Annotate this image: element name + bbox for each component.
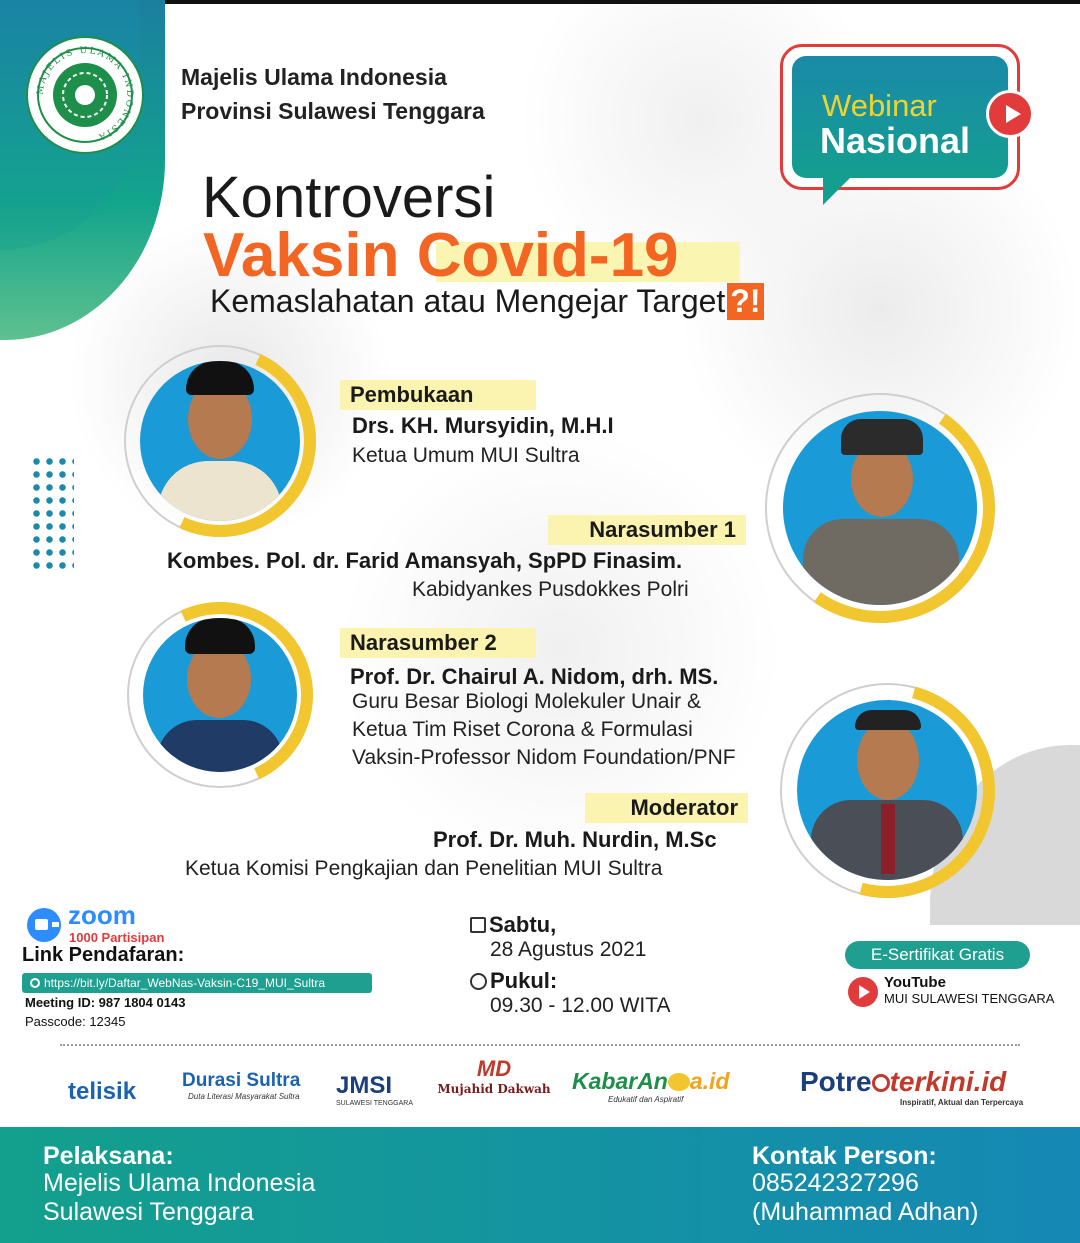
schedule-day [470, 912, 556, 938]
play-icon [986, 90, 1034, 138]
registration-link[interactable] [22, 973, 372, 993]
speaker-desc: Ketua Umum MUI Sultra [352, 444, 580, 467]
zoom-icon [27, 908, 61, 942]
link-heading: Link Pendafaran: [22, 944, 185, 966]
speaker-name: Prof. Dr. Muh. Nurdin, M.Sc [433, 827, 717, 852]
role-label: Moderator [585, 793, 748, 823]
kontak-name: (Muhammad Adhan) [752, 1198, 979, 1226]
speaker-name: Drs. KH. Mursyidin, M.H.I [352, 413, 614, 438]
badge-line2: Nasional [820, 120, 971, 161]
role-label: Pembukaan [340, 380, 536, 410]
role-label: Narasumber 2 [340, 628, 536, 658]
schedule-time-label [470, 968, 557, 994]
badge-line1: Webinar [822, 88, 937, 123]
kontak-phone[interactable]: 085242327296 [752, 1169, 919, 1197]
org-name-line2: Provinsi Sulawesi Tenggara [181, 98, 485, 124]
dot-grid-decoration [30, 455, 74, 569]
speaker-name: Kombes. Pol. dr. Farid Amansyah, SpPD Finasim. [167, 548, 683, 573]
speaker-photo-3 [143, 618, 297, 772]
sponsor-kabaranoa: KabarAn a.id Edukatif dan Aspiratif [572, 1068, 730, 1104]
title-line1: Kontroversi [202, 165, 496, 230]
pelaksana-line1: Mejelis Ulama Indonesia [43, 1169, 316, 1197]
role-label: Narasumber 1 [548, 515, 746, 545]
schedule-time: 09.30 - 12.00 WITA [490, 994, 671, 1017]
sponsor-jmsi: JMSI SULAWESI TENGGARA [336, 1072, 414, 1107]
speaker-desc: Vaksin-Professor Nidom Foundation/PNF [352, 746, 736, 769]
speaker-photo-2 [783, 411, 977, 605]
youtube-icon [848, 977, 878, 1007]
footer [0, 1127, 1080, 1243]
clock-icon [470, 973, 487, 990]
pelaksana-line2: Sulawesi Tenggara [43, 1198, 254, 1226]
title-line3 [210, 283, 764, 320]
youtube-channel: MUI SULAWESI TENGGARA [884, 991, 1055, 1006]
kontak-label: Kontak Person: [752, 1142, 937, 1170]
webinar-badge [780, 44, 1020, 190]
mui-logo-emblem [28, 38, 142, 152]
schedule-time-label-text: Pukul: [490, 968, 558, 993]
pelaksana-label: Pelaksana: [43, 1142, 174, 1170]
calendar-icon [470, 917, 486, 933]
speaker-desc: Guru Besar Biologi Molekuler Unair & [352, 690, 701, 713]
speaker-desc: Ketua Tim Riset Corona & Formulasi [352, 718, 693, 741]
sponsor-telisik: telisik [68, 1078, 137, 1105]
schedule-date: 28 Agustus 2021 [490, 938, 647, 961]
speaker-desc: Ketua Komisi Pengkajian dan Penelitian MUI Sultra [185, 857, 663, 880]
certificate-badge: E-Sertifikat Gratis [845, 941, 1030, 969]
speaker-photo-1 [140, 361, 300, 521]
youtube-label: YouTube [884, 974, 946, 991]
schedule-day-text: Sabtu, [489, 912, 557, 937]
meeting-id: Meeting ID: 987 1804 0143 [25, 995, 186, 1010]
svg-text:MAJELIS ULAMA INDONESIA: MAJELIS ULAMA INDONESIA [35, 45, 135, 143]
divider [60, 1044, 1020, 1046]
passcode: Passcode: 12345 [25, 1014, 126, 1029]
speaker-photo-4 [797, 700, 977, 880]
title-line2: Vaksin Covid-19 [203, 221, 679, 290]
subtitle-text: Kemaslahatan atau Mengejar Target [210, 283, 726, 319]
speaker-desc: Kabidyankes Pusdokkes Polri [412, 578, 689, 601]
sponsor-durasi-sultra: Durasi Sultra Duta Literasi Masyarakat Sultra [182, 1070, 301, 1101]
search-icon [30, 978, 40, 988]
subtitle-mark: ?! [727, 283, 763, 320]
registration-url: https://bit.ly/Daftar_WebNas-Vaksin-C19_MUI_Sultra [44, 976, 325, 990]
zoom-participants: 1000 Partisipan [69, 930, 165, 945]
zoom-brand: zoom [68, 900, 136, 930]
sponsor-mujahid-dakwah: MD Mujahid Dakwah [430, 1056, 558, 1114]
speaker-name: Prof. Dr. Chairul A. Nidom, drh. MS. [350, 664, 719, 689]
badge-tail [823, 175, 853, 205]
mui-logo [26, 36, 144, 154]
sponsor-potret-terkini: Potre terkini.id Inspiratif, Aktual dan Terpercaya [800, 1066, 1024, 1107]
org-name-line1: Majelis Ulama Indonesia [181, 64, 447, 90]
